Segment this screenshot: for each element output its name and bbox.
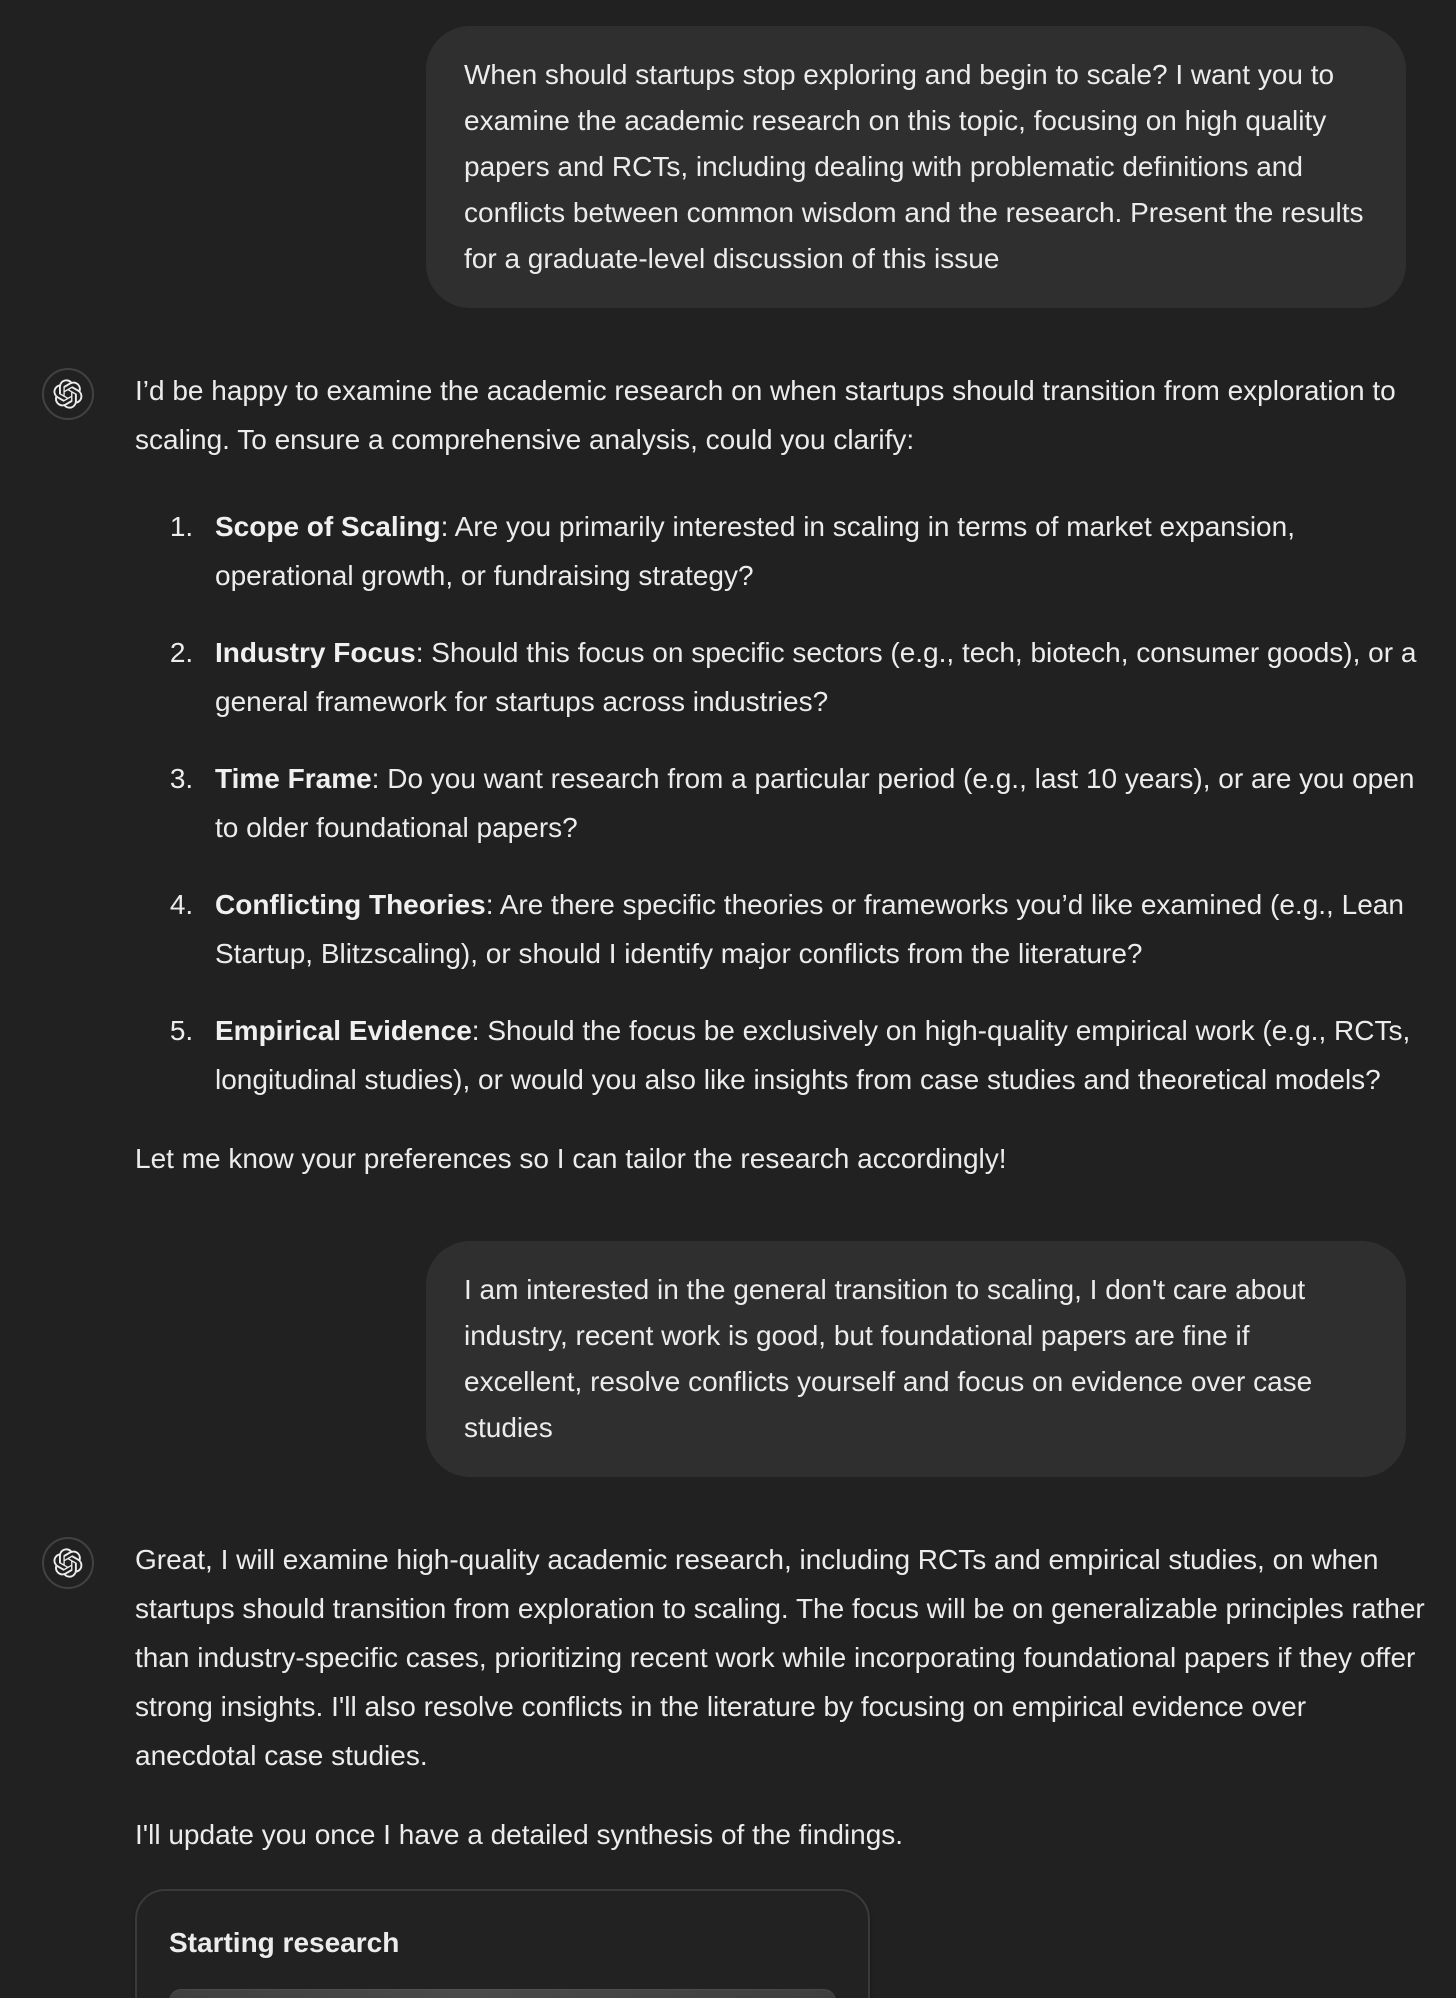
- research-card-title: Starting research: [169, 1927, 400, 1958]
- list-item-industry-focus: [201, 628, 1430, 726]
- list-item-empirical-evidence: [201, 1006, 1430, 1104]
- list-item-scope-of-scaling: [201, 502, 1430, 600]
- assistant-plan-paragraph: Great, I will examine high-quality academic research, including RCTs and empirical studies, on when startups should transition from exploration to scaling. The focus will be on generalizable principles rather than industry-specific cases, prioritizing recent work while incorporating foundational papers if they offer strong insights. I'll also resolve conflicts in the literature by focusing on empirical evidence over anecdotal case studies.: [135, 1544, 1425, 1771]
- list-item-text: : Do you want research from a particular period (e.g., last 10 years), or are you open to older foundational papers?: [215, 763, 1415, 843]
- openai-logo-icon: [53, 1548, 83, 1578]
- assistant-message-content-2: [135, 1535, 1430, 1998]
- user-message-bubble: I am interested in the general transition to scaling, I don't care about industry, recent work is good, but foundational papers are fine if excellent, resolve conflicts yourself and focus on evidence over case studies: [426, 1241, 1406, 1477]
- list-item-text: : Should the focus be exclusively on high-quality empirical work (e.g., RCTs, longitudinal studies), or would you also like insights from case studies and theoretical models?: [215, 1015, 1411, 1095]
- list-item-time-frame: [201, 754, 1430, 852]
- list-item-text: : Should this focus on specific sectors (e.g., tech, biotech, consumer goods), or a general framework for startups across industries?: [215, 637, 1417, 717]
- assistant-closing-line: Let me know your preferences so I can tailor the research accordingly!: [135, 1143, 1007, 1174]
- list-item-term: Scope of Scaling: [215, 511, 441, 542]
- progress-bar-track: [169, 1989, 836, 1998]
- assistant-message-row-2: [0, 1535, 1456, 1998]
- list-item-conflicting-theories: [201, 880, 1430, 978]
- assistant-avatar: [42, 1537, 94, 1589]
- assistant-intro-paragraph: I’d be happy to examine the academic research on when startups should transition from exploration to scaling. To ensure a comprehensive analysis, could you clarify:: [135, 375, 1396, 455]
- list-item-term: Industry Focus: [215, 637, 416, 668]
- list-item-text: : Are you primarily interested in scaling in terms of market expansion, operational growth, or fundraising strategy?: [215, 511, 1295, 591]
- assistant-message-row-1: [0, 366, 1456, 1183]
- list-item-term: Conflicting Theories: [215, 889, 486, 920]
- openai-logo-icon: [53, 379, 83, 409]
- clarifying-questions-list: [135, 502, 1430, 1104]
- research-status-card[interactable]: [135, 1889, 870, 1998]
- user-message-row-1: [0, 26, 1456, 308]
- list-item-term: Time Frame: [215, 763, 372, 794]
- progress-bar-fill: [169, 1989, 836, 1998]
- user-message-bubble: When should startups stop exploring and begin to scale? I want you to examine the academic research on this topic, focusing on high quality papers and RCTs, including dealing with problematic definitions and conflicts between common wisdom and the research. Present the results for a graduate-level discussion of this issue: [426, 26, 1406, 308]
- list-item-text: : Are there specific theories or frameworks you’d like examined (e.g., Lean Startup, Blitzscaling), or should I identify major conflicts from the literature?: [215, 889, 1404, 969]
- assistant-avatar: [42, 368, 94, 420]
- assistant-update-line: I'll update you once I have a detailed synthesis of the findings.: [135, 1819, 904, 1850]
- user-message-row-2: [0, 1241, 1456, 1477]
- assistant-message-content-1: [135, 366, 1430, 1183]
- list-item-term: Empirical Evidence: [215, 1015, 472, 1046]
